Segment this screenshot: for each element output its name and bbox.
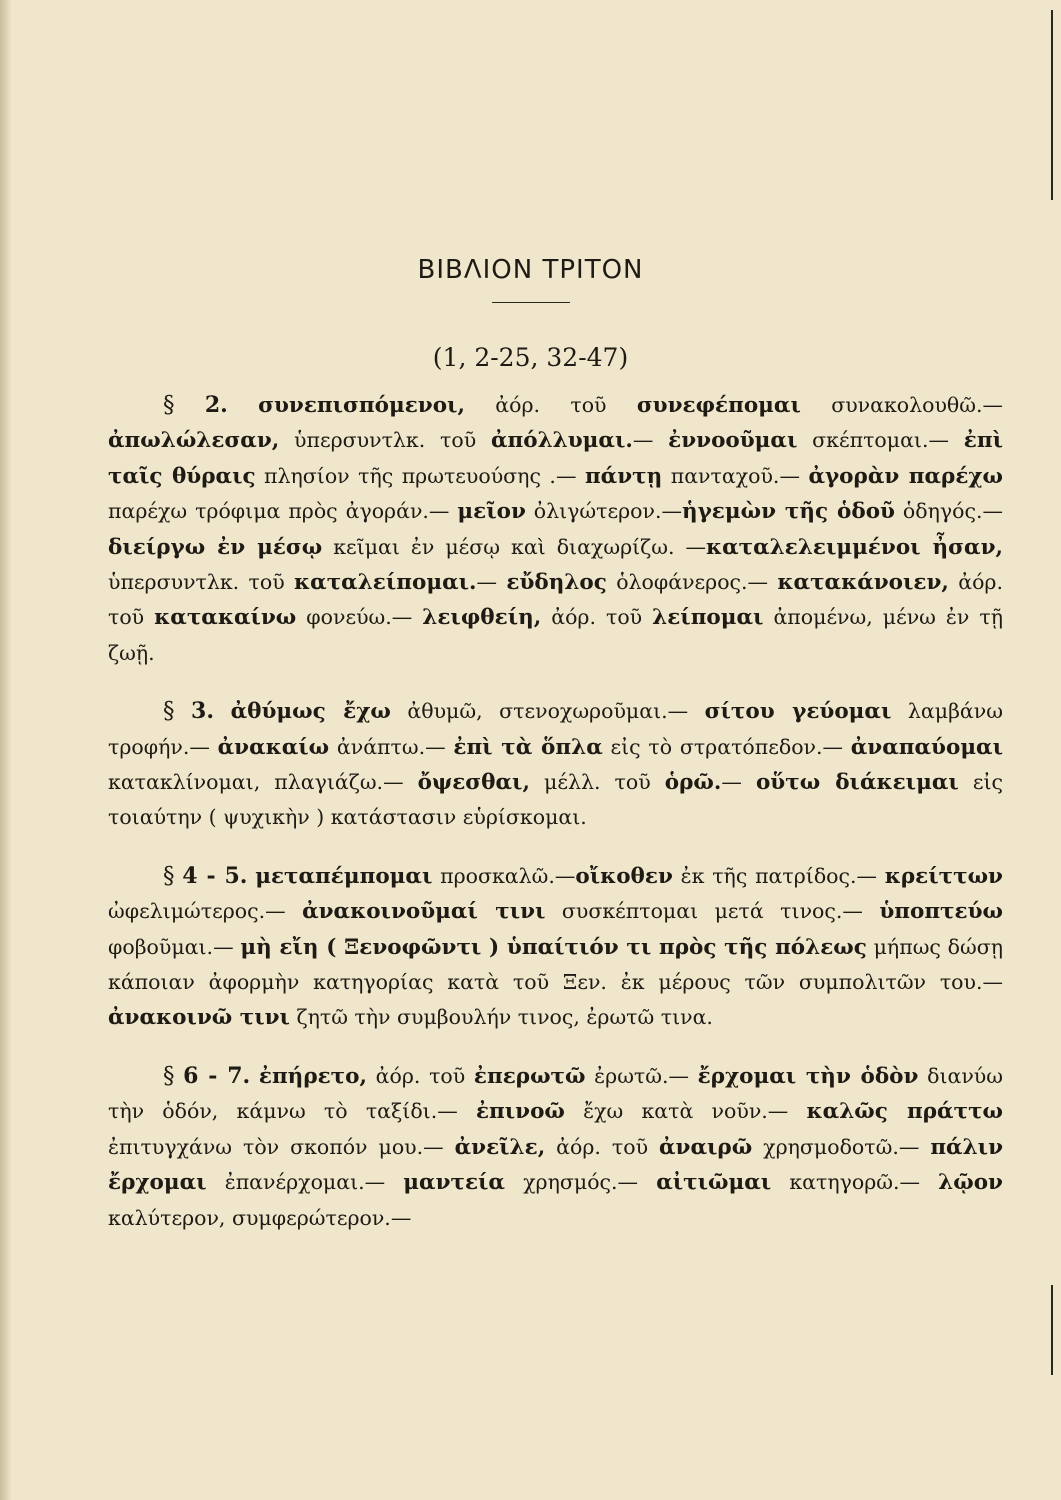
gloss-text: κεῖμαι ἐν μέσῳ καὶ διαχωρίζω. — — [322, 534, 706, 559]
gloss-text: ἐπανέρχομαι.— — [206, 1170, 404, 1195]
gloss-text: ἀόρ. τοῦ — [464, 393, 637, 417]
gloss-text: πανταχοῦ.— — [662, 463, 809, 488]
gloss-text: ἀθυμῶ, στενοχωροῦμαι.— — [390, 699, 705, 724]
headword: ἐπερωτῶ — [473, 1063, 586, 1089]
gloss-text: ἀόρ. τοῦ — [545, 1134, 659, 1159]
headword: ἀθύμως ἔχω — [230, 699, 391, 725]
gloss-text: ἔχω κατὰ νοῦν.— — [564, 1099, 807, 1124]
headword: μεταπέμπομαι — [255, 863, 433, 889]
headword: ἀγορὰν παρέχω — [808, 463, 1003, 489]
headword: ἐπὶ τὰ ὅπλα — [453, 734, 603, 760]
page-shadow-edge — [0, 0, 12, 1500]
headword: μεῖον — [457, 499, 526, 525]
gloss-text: φοβοῦμαι.— — [108, 934, 241, 959]
gloss-text: ὁλοφάνερος.— — [606, 570, 778, 595]
gloss-text: ὀλιγώτερον.— — [525, 499, 682, 524]
section-symbol: § — [163, 698, 175, 725]
gloss-text: ἐπιτυγχάνω τὸν σκοπόν μου.— — [108, 1134, 455, 1159]
gloss-text: ἀόρ. τοῦ — [541, 605, 653, 630]
gloss-text: χρησμός.— — [504, 1170, 657, 1195]
headword: ὁρῶ. — [664, 770, 722, 796]
gloss-text: εἰς τὸ στρατόπεδον.— — [602, 734, 851, 759]
gloss-text: παρέχω τρόφιμα πρὸς ἀγοράν.— — [108, 499, 458, 524]
headword: ἐννοοῦμαι — [668, 428, 798, 454]
gloss-text: ἐρωτῶ.— — [585, 1063, 698, 1088]
section-number: 6 - 7. — [183, 1062, 251, 1089]
paragraph-text — [108, 699, 1003, 829]
headword: πάλιν ἔρχομαι — [108, 1134, 1003, 1196]
gloss-text: προσκαλῶ.— — [432, 863, 576, 888]
section-symbol: § — [163, 1062, 175, 1089]
gloss-text: καλύτερον, συμφερώτερον.— — [108, 1205, 412, 1230]
gloss-text: σκέπτομαι.— — [797, 428, 964, 453]
headword: κατακάνοιεν, — [777, 570, 949, 596]
headword: λειφθείη, — [422, 605, 542, 631]
paragraph-text — [108, 393, 1003, 665]
binding-edge-line-bottom — [1051, 1285, 1053, 1375]
headword: πάντῃ — [584, 463, 663, 489]
headword: μαντεία — [403, 1170, 505, 1196]
gloss-text: ἀνάπτω.— — [329, 734, 454, 759]
headword: ἀπόλλυμαι. — [490, 428, 633, 454]
section-number: 4 - 5. — [182, 862, 248, 889]
headword: ὄψεσθαι, — [417, 770, 530, 796]
section-symbol: § — [163, 392, 175, 418]
headword: διείργω ἐν μέσῳ — [108, 534, 323, 560]
gloss-text: φονεύω.— — [296, 605, 423, 630]
section-number: 3. — [191, 698, 215, 725]
gloss-text: ἐκ τῆς πατρίδος.— — [672, 863, 885, 888]
headword: ἀνακαίω — [217, 734, 330, 760]
headword: αἰτιῶμαι — [656, 1170, 772, 1196]
section-number: 2. — [204, 392, 228, 418]
headword: ἀναπαύομαι — [850, 734, 1003, 760]
gloss-text: ὠφελιμώτερος.— — [108, 899, 303, 924]
gloss-text: ὑπερσυντλκ. τοῦ — [108, 570, 295, 595]
gloss-text: συνακολουθῶ.— — [800, 393, 1003, 417]
gloss-text: διανύω τὴν ὁδόν, κάμνω τὸ ταξίδι.— — [108, 1063, 1003, 1124]
headword: ἐπὶ ταῖς θύραις — [108, 428, 1003, 489]
headword: οἴκοθεν — [575, 863, 673, 889]
headword: ἡγεμὼν τῆς ὁδοῦ — [681, 499, 895, 525]
page-title: ΒΙΒΛΙΟΝ ΤΡΙΤΟΝ — [417, 255, 644, 286]
headword: ἀνακοινῶ τινι — [108, 1004, 290, 1030]
glossary-content — [108, 388, 1003, 1259]
gloss-text: πλησίον τῆς πρωτευούσης .— — [255, 463, 585, 488]
gloss-text: ἀπομένω, μένω ἐν τῇ ζωῇ. — [108, 605, 1003, 665]
gloss-text: εἰς τοιαύτην ( ψυχικὴν ) κατάστασιν εὑρίσκομαι. — [108, 770, 1003, 830]
headword: συνεφέπομαι — [636, 393, 801, 418]
gloss-text: λαμβάνω τροφήν.— — [108, 699, 1003, 759]
headword: οὕτω διάκειμαι — [755, 770, 959, 796]
section-paragraph — [108, 859, 1003, 1035]
section-paragraph — [108, 1059, 1003, 1235]
headword: εὔδηλος — [506, 570, 607, 596]
gloss-text: — — [632, 428, 669, 453]
headword: καταλείπομαι. — [294, 570, 477, 596]
headword: μὴ εἴη ( Ξενοφῶντι ) ὑπαίτιόν τι πρὸς τῆς πόλεως — [240, 934, 867, 960]
headword: ἀνεῖλε, — [454, 1134, 546, 1160]
headword: καταλελειμμένοι ἦσαν, — [706, 534, 1003, 560]
gloss-text: ζητῶ τὴν συμβουλήν τινος, ἐρωτῶ τινα. — [289, 1004, 713, 1029]
gloss-text: μέλλ. τοῦ — [529, 770, 665, 795]
gloss-text: — — [476, 570, 507, 595]
headword: ἀπωλώλεσαν, — [108, 428, 280, 454]
chapter-reference: (1, 2-25, 32-47) — [432, 343, 629, 372]
section-paragraph — [108, 694, 1003, 835]
headword: καλῶς πράττω — [806, 1099, 1004, 1125]
headword: λῷον — [938, 1170, 1003, 1196]
gloss-text: ὁδηγός.— — [894, 499, 1003, 524]
headword: συνεπισπόμενοι, — [258, 393, 465, 418]
headword: λείπομαι — [652, 605, 764, 631]
gloss-text: — — [721, 770, 756, 795]
headword: ἀνακοινοῦμαί τινι — [302, 899, 546, 925]
gloss-text: ὑπερσυντλκ. τοῦ — [279, 428, 491, 453]
section-paragraph — [108, 388, 1003, 670]
headword: ἐπινοῶ — [475, 1099, 565, 1125]
gloss-text: μήπως δώσῃ κάποιαν ἀφορμὴν κατηγορίας κατὰ τοῦ Ξεν. ἐκ μέρους τῶν συμπολιτῶν του.— — [108, 934, 1003, 995]
gloss-text: ἀόρ. τοῦ — [108, 570, 1003, 630]
headword: ἐπήρετο, — [258, 1063, 367, 1089]
headword: ἀναιρῶ — [659, 1134, 753, 1160]
gloss-text: κατακλίνομαι, πλαγιάζω.— — [108, 770, 418, 795]
gloss-text: ἀόρ. τοῦ — [366, 1063, 474, 1088]
headword: κρείττων — [884, 863, 1003, 889]
gloss-text: κατηγορῶ.— — [771, 1170, 939, 1195]
section-symbol: § — [163, 862, 175, 889]
headword: ἔρχομαι τὴν ὁδὸν — [697, 1063, 919, 1089]
binding-edge-line-top — [1051, 10, 1053, 200]
title-divider — [492, 302, 570, 303]
headword: σίτου γεύομαι — [704, 699, 892, 725]
gloss-text: χρησμοδοτῶ.— — [752, 1134, 931, 1159]
gloss-text: συσκέπτομαι μετά τινος.— — [545, 899, 880, 924]
headword: κατακαίνω — [154, 605, 297, 631]
headword: ὑποπτεύω — [879, 899, 1003, 925]
